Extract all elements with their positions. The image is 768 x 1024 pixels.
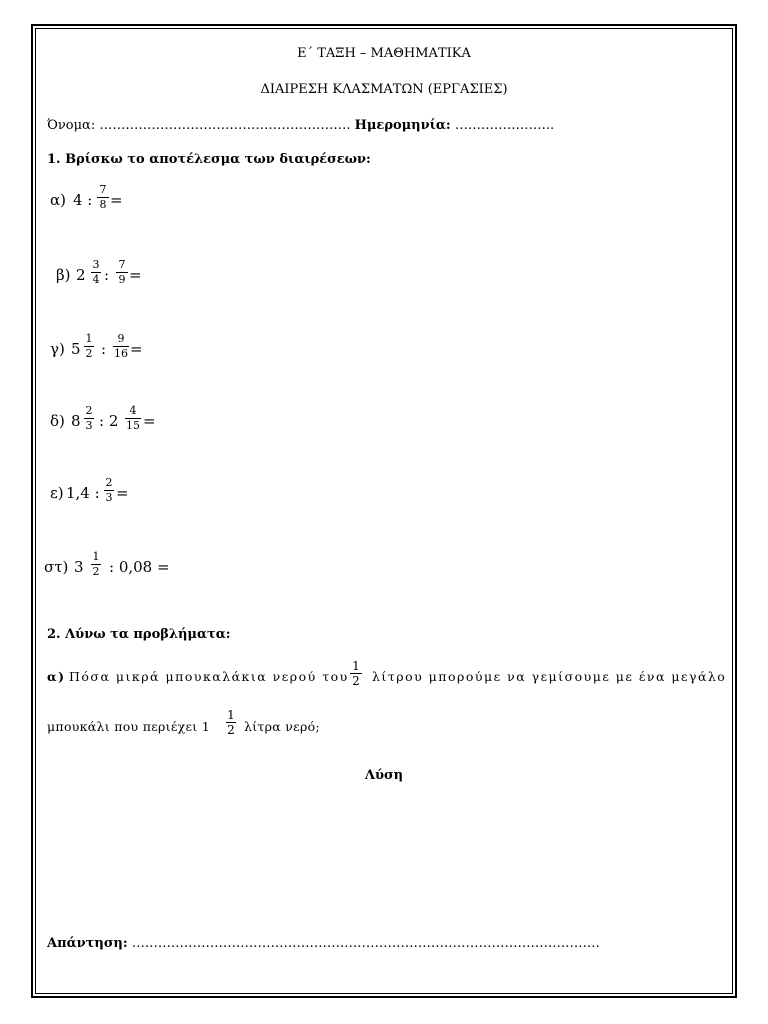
equals-sign: =	[110, 191, 123, 209]
exercise-label: β)	[56, 266, 71, 284]
name-dots: ………………………………………………….	[99, 118, 351, 133]
answer-line	[47, 936, 600, 951]
solution-label: Λύση	[364, 768, 404, 783]
exercise-text: 5	[71, 340, 81, 358]
exercise-label: στ)	[44, 558, 69, 576]
worksheet-title: Ε΄ ΤΑΞΗ – ΜΑΘΗΜΑΤΙΚΑ	[297, 46, 471, 61]
worksheet-subtitle: ΔΙΑΙΡΕΣΗ ΚΛΑΣΜΑΤΩΝ (ΕΡΓΑΣΙΕΣ)	[260, 82, 508, 97]
name-date-line	[47, 118, 554, 133]
exercise-text: 1,4 :	[66, 484, 100, 502]
fraction: 9 16	[114, 332, 128, 360]
fraction: 7 9	[116, 259, 128, 286]
division-expression: : 0,08 =	[109, 558, 170, 576]
problem-label: α)	[47, 669, 66, 684]
fraction: 1 2	[85, 332, 93, 360]
exercise-text: 8	[71, 412, 81, 430]
fraction: 3 4	[92, 258, 100, 286]
exercise-label: α)	[50, 191, 66, 209]
fraction: 7 8	[97, 184, 109, 211]
date-dots: …………………..	[454, 118, 555, 133]
equals-sign: =	[129, 266, 142, 284]
exercise-label: δ)	[50, 412, 65, 430]
division-sign: :	[101, 340, 107, 358]
fraction: 2 3	[85, 404, 93, 432]
date-label: Ημερομηνία:	[354, 118, 451, 133]
answer-dots: ………………………………………………………………………………………………	[131, 936, 600, 951]
division-sign: : 2	[99, 412, 119, 430]
fraction: 1 2	[350, 660, 362, 687]
answer-label: Απάντηση:	[47, 936, 128, 951]
equals-sign: =	[130, 340, 143, 358]
fraction: 4 15	[126, 404, 140, 432]
problem-text-line1b: λίτρου μπορούμε να γεμίσουμε με ένα μεγάλο	[372, 669, 727, 684]
problem-text-line2a: μπουκάλι που περιέχει 1	[47, 719, 211, 734]
fraction: 1 2	[227, 708, 235, 737]
exercise-text: 4 :	[73, 191, 93, 209]
equals-sign: =	[116, 484, 129, 502]
fraction: 2 3	[105, 476, 113, 504]
problem-text-line1a: Πόσα μικρά μπουκαλάκια νερού του	[69, 669, 349, 684]
equals-sign: =	[143, 412, 156, 430]
section1-heading: 1. Βρίσκω το αποτέλεσμα των διαιρέσεων:	[47, 152, 371, 167]
name-label: Όνομα:	[47, 118, 96, 133]
exercise-text: 3	[74, 558, 84, 576]
section2-heading: 2. Λύνω τα προβλήματα:	[47, 627, 231, 642]
exercise-label: ε)	[50, 484, 64, 502]
problem-text-line2b: λίτρα νερό;	[244, 719, 320, 734]
division-sign: :	[104, 266, 110, 284]
fraction: 1 2	[92, 550, 100, 578]
exercise-label: γ)	[50, 340, 65, 358]
page-border-inner	[35, 28, 733, 994]
exercise-text: 2	[76, 266, 86, 284]
